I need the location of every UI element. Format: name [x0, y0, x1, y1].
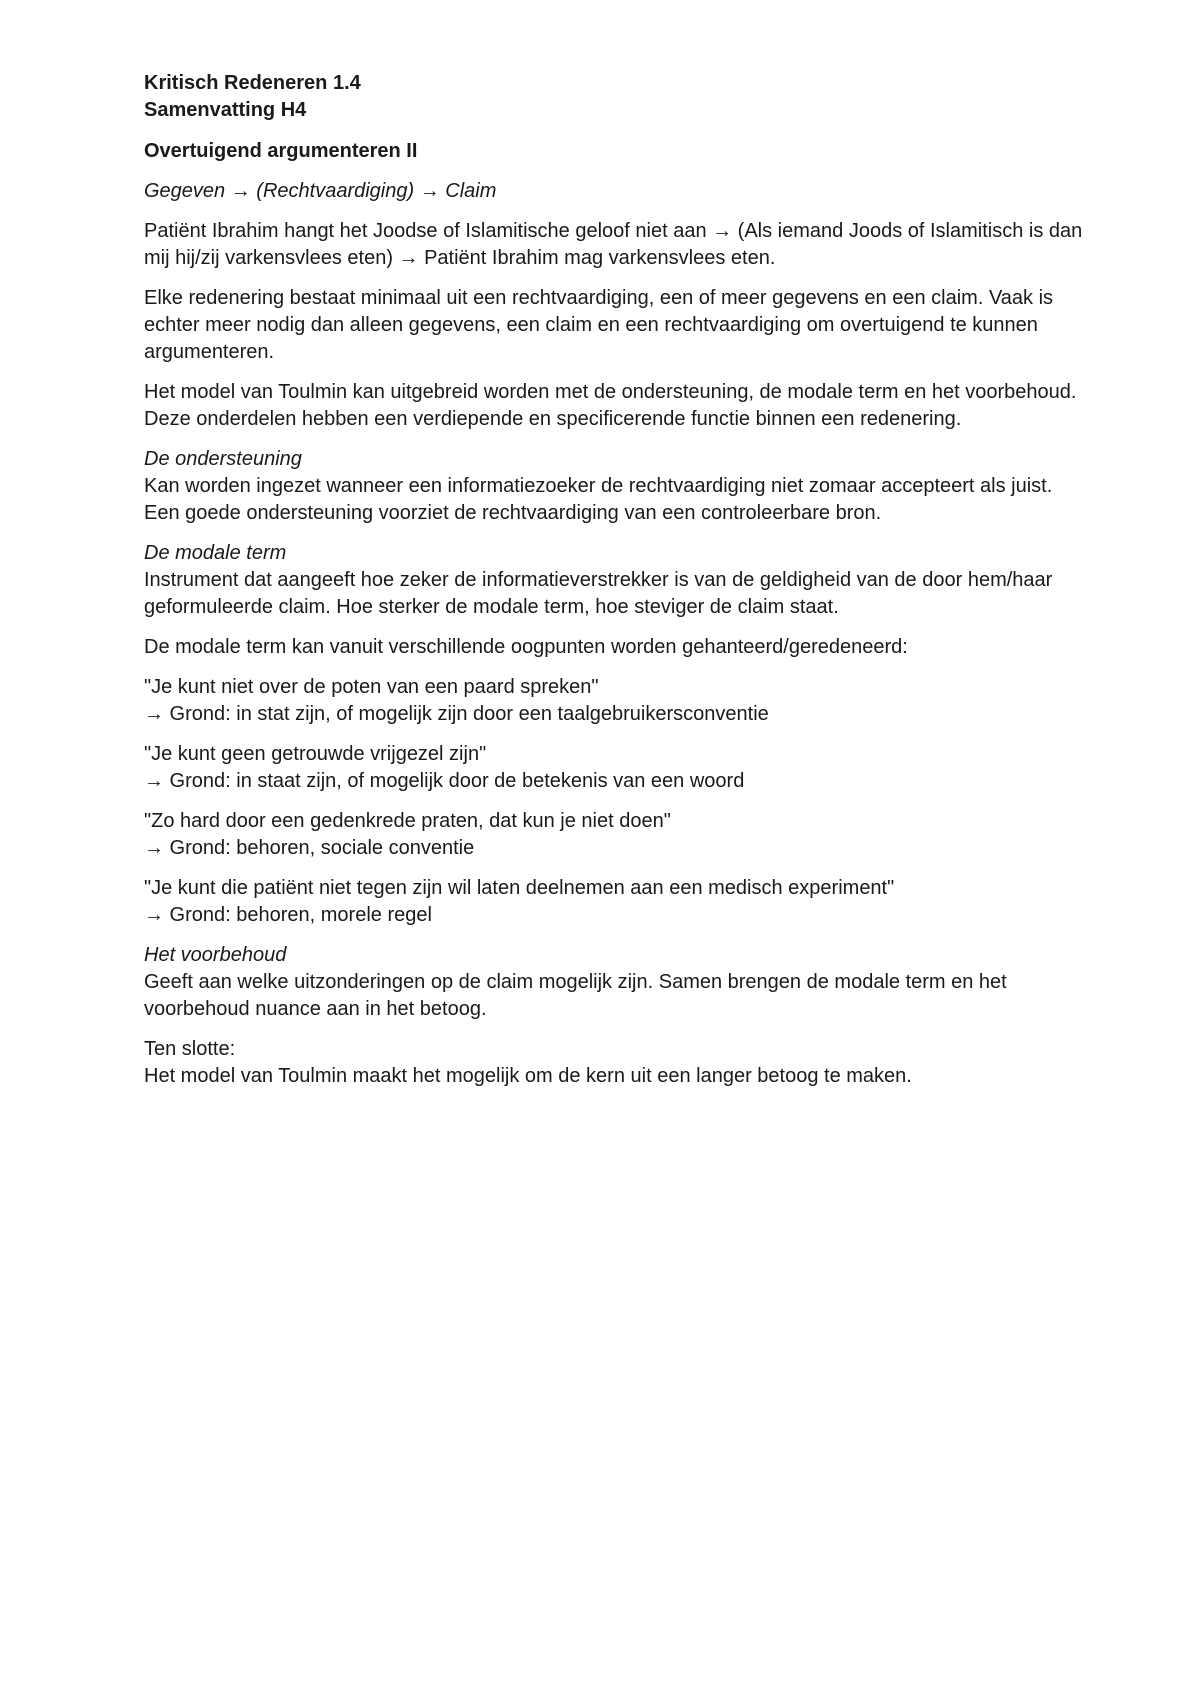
example-ground: → Grond: in stat zijn, of mogelijk zijn door een taalgebruikersconventie — [144, 703, 769, 725]
oogpunten-paragraph: De modale term kan vanuit verschillende oogpunten worden gehanteerd/geredeneerd: — [144, 636, 908, 658]
document-content — [144, 70, 1084, 1103]
example-item — [144, 875, 1084, 929]
example-ground: → Grond: in staat zijn, of mogelijk door de betekenis van een woord — [144, 770, 745, 792]
voorbehoud-section — [144, 942, 1084, 1023]
modale-term-section — [144, 540, 1084, 621]
document-header — [144, 70, 1084, 124]
example-quote: "Je kunt niet over de poten van een paard spreken" — [144, 676, 599, 698]
example-ground: → Grond: behoren, morele regel — [144, 904, 432, 926]
ondersteuning-heading: De ondersteuning — [144, 448, 302, 470]
document-title: Kritisch Redeneren 1.4 — [144, 72, 361, 94]
example-paragraph: Patiënt Ibrahim hangt het Joodse of Islamitische geloof niet aan → (Als iemand Joods of Islamitisch is dan mij hij/zij varkensvlees eten) → Patiënt Ibrahim mag varkensvlees eten. — [144, 220, 1083, 269]
modale-term-heading: De modale term — [144, 542, 287, 564]
example-item — [144, 808, 1084, 862]
slot-heading: Ten slotte: — [144, 1038, 236, 1060]
toulmin-paragraph: Het model van Toulmin kan uitgebreid worden met de ondersteuning, de modale term en het voorbehoud. Deze onderdelen hebben een verdiepende en specificerende functie binnen een redenering. — [144, 381, 1077, 430]
voorbehoud-text: Geeft aan welke uitzonderingen op de claim mogelijk zijn. Samen brengen de modale term en het voorbehoud nuance aan in het betoog. — [144, 971, 1007, 1020]
redenering-paragraph: Elke redenering bestaat minimaal uit een rechtvaardiging, een of meer gegevens en een claim. Vaak is echter meer nodig dan alleen gegevens, een claim en een rechtvaardiging om overtuigend te kunnen argumenteren. — [144, 287, 1054, 363]
example-quote: "Je kunt geen getrouwde vrijgezel zijn" — [144, 743, 487, 765]
example-quote: "Je kunt die patiënt niet tegen zijn wil laten deelnemen aan een medisch experiment" — [144, 877, 895, 899]
example-item — [144, 674, 1084, 728]
example-item — [144, 741, 1084, 795]
example-quote: "Zo hard door een gedenkrede praten, dat kun je niet doen" — [144, 810, 671, 832]
modale-term-text: Instrument dat aangeeft hoe zeker de informatieverstrekker is van de geldigheid van de door hem/haar geformuleerde claim. Hoe sterker de modale term, hoe steviger de claim staat. — [144, 569, 1053, 618]
slot-section — [144, 1036, 1084, 1090]
voorbehoud-heading: Het voorbehoud — [144, 944, 287, 966]
document-subtitle: Samenvatting H4 — [144, 99, 307, 121]
example-ground: → Grond: behoren, sociale conventie — [144, 837, 475, 859]
ondersteuning-text: Kan worden ingezet wanneer een informatiezoeker de rechtvaardiging niet zomaar accepteert als juist. Een goede ondersteuning voorziet de rechtvaardiging van een controleerbare bron. — [144, 475, 1053, 524]
ondersteuning-section — [144, 446, 1084, 527]
section-heading: Overtuigend argumenteren II — [144, 140, 418, 162]
slot-text: Het model van Toulmin maakt het mogelijk om de kern uit een langer betoog te maken. — [144, 1065, 912, 1087]
toulmin-schema: Gegeven → (Rechtvaardiging) → Claim — [144, 180, 497, 202]
